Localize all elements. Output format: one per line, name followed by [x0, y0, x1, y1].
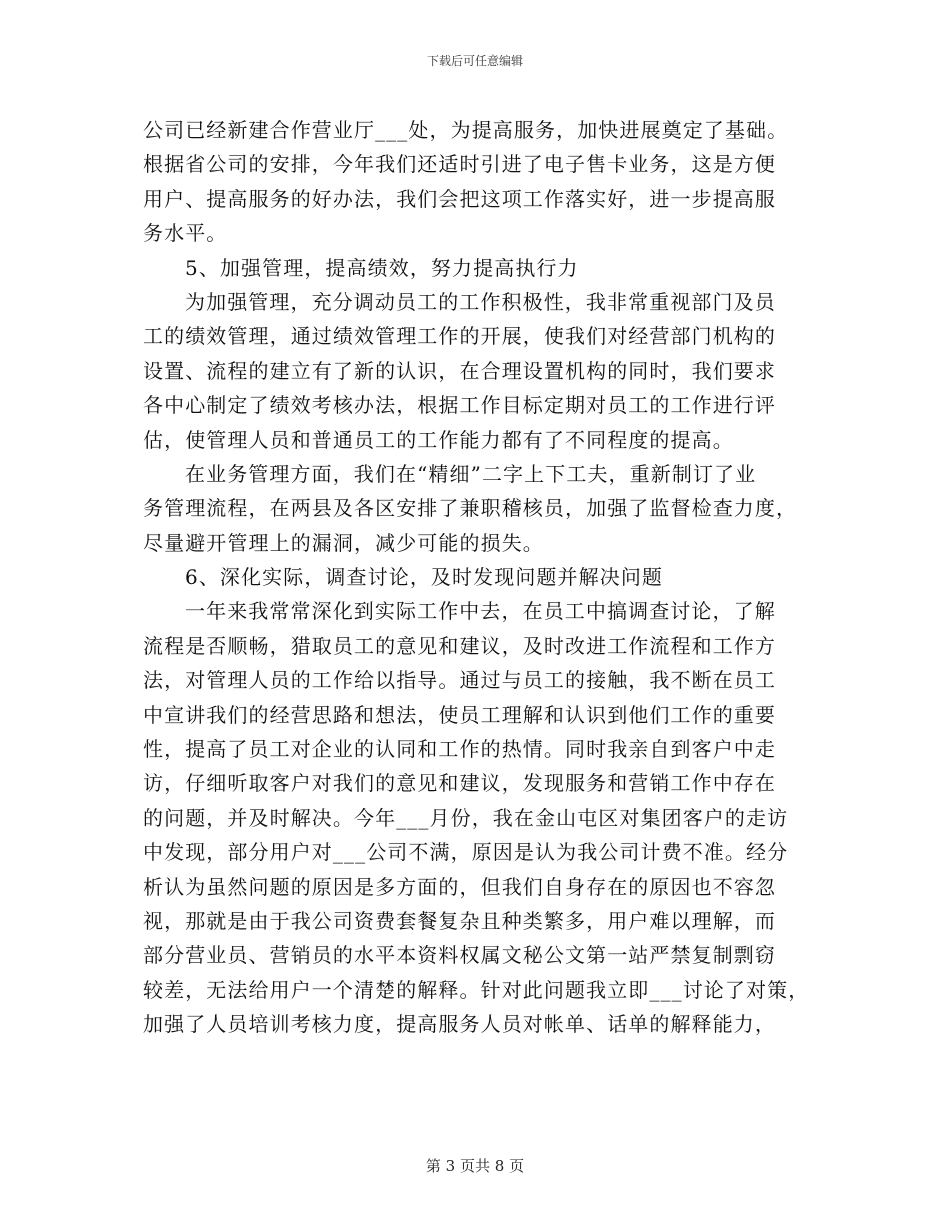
text-line: 中发现，部分用户对___公司不满，原因是认为我公司计费不准。经分 — [143, 840, 789, 865]
text-line: 根据省公司的安排，今年我们还适时引进了电子售卡业务，这是方便 — [143, 152, 776, 177]
text-line: 的问题，并及时解决。今年___月份，我在金山屯区对集团客户的走访 — [143, 805, 789, 830]
text-line: 视，那就是由于我公司资费套餐复杂且种类繁多，用户难以理解，而 — [143, 908, 776, 933]
text-line: 在业务管理方面，我们在“精细”二字上下工夫，重新制订了业 — [185, 461, 757, 486]
text-line: 用户、提高服务的好办法，我们会把这项工作落实好，进一步提高服 — [143, 186, 776, 211]
text-line: 尽量避开管理上的漏洞，减少可能的损失。 — [143, 530, 544, 555]
text-line: 工的绩效管理，通过绩效管理工作的开展，使我们对经营部门机构的 — [143, 324, 776, 349]
section-heading: 6、深化实际，调查讨论，及时发现问题并解决问题 — [185, 565, 664, 590]
text-line: 部分营业员、营销员的水平本资料权属文秘公文第一站严禁复制剽窃 — [143, 943, 776, 968]
text-line: 为加强管理，充分调动员工的工作积极性，我非常重视部门及员 — [185, 289, 776, 314]
text-line: 访，仔细听取客户对我们的意见和建议，发现服务和营销工作中存在 — [143, 771, 776, 796]
text-line: 各中心制定了绩效考核办法，根据工作目标定期对员工的工作进行评 — [143, 393, 776, 418]
text-line: 务管理流程，在两县及各区安排了兼职稽核员，加强了监督检查力度， — [143, 496, 798, 521]
text-line: 性，提高了员工对企业的认同和工作的热情。同时我亲自到客户中走 — [143, 737, 776, 762]
text-line: 公司已经新建合作营业厅___处，为提高服务，加快进展奠定了基础。 — [143, 118, 789, 142]
page-header: 下载后可任意编辑 — [426, 54, 523, 68]
text-line: 析认为虽然问题的原因是多方面的，但我们自身存在的原因也不容忽 — [143, 874, 776, 899]
text-line: 设置、流程的建立有了新的认识，在合理设置机构的同时，我们要求 — [143, 358, 776, 383]
section-heading: 5、加强管理，提高绩效，努力提高执行力 — [185, 255, 579, 280]
text-line: 加强了人员培训考核力度，提高服务人员对帐单、话单的解释能力， — [143, 1012, 776, 1037]
text-line: 较差，无法给用户一个清楚的解释。针对此问题我立即___讨论了对策， — [143, 977, 810, 1002]
text-line: 务水平。 — [143, 221, 228, 246]
text-line: 中宣讲我们的经营思路和想法，使员工理解和认识到他们工作的重要 — [143, 702, 776, 727]
text-line: 法，对管理人员的工作给以指导。通过与员工的接触，我不断在员工 — [143, 668, 776, 693]
document-body — [143, 113, 823, 1042]
text-line: 流程是否顺畅，猎取员工的意见和建议，及时改进工作流程和工作方 — [143, 633, 776, 658]
page-footer: 第 3 页共 8 页 — [425, 1157, 525, 1175]
text-line: 一年来我常常深化到实际工作中去，在员工中搞调查讨论，了解 — [185, 599, 776, 624]
text-line: 估，使管理人员和普通员工的工作能力都有了不同程度的提高。 — [143, 427, 734, 452]
